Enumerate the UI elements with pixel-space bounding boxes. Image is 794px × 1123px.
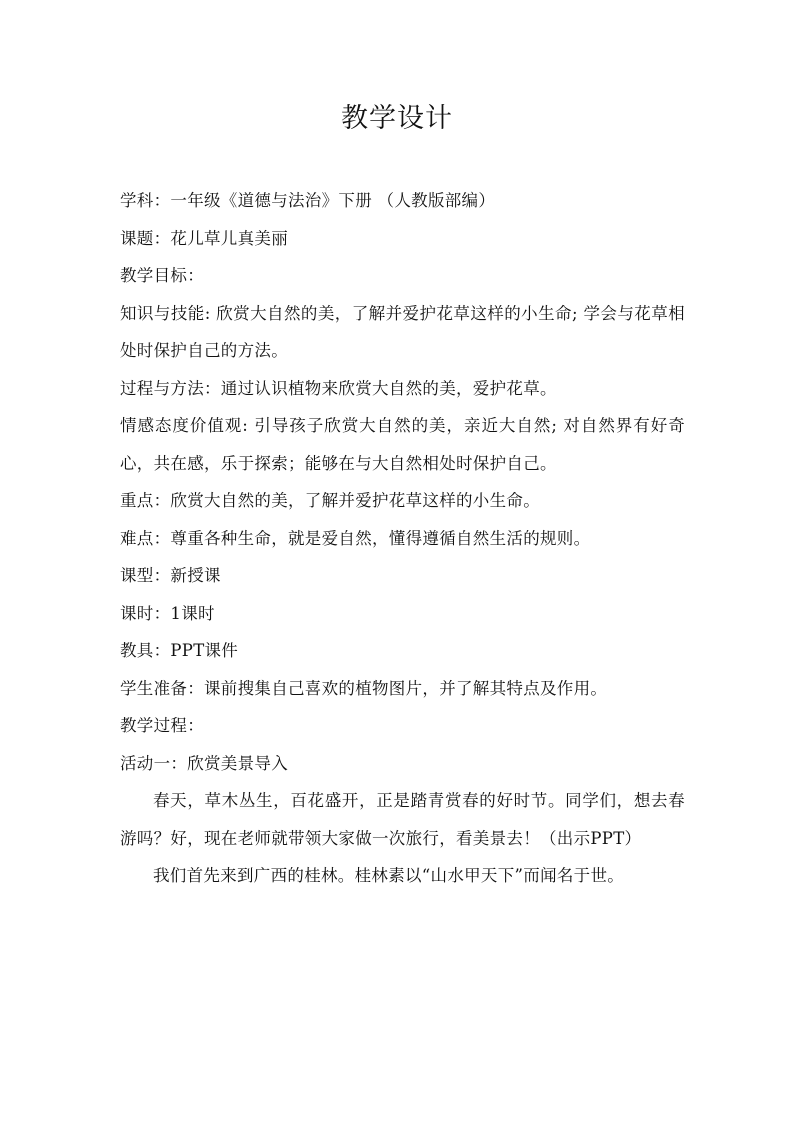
process-heading: 教学过程： <box>120 716 204 735</box>
subject-line: 学科：一年级《道德与法治》下册 （人教版部编） <box>120 191 496 210</box>
spring-paragraph: 春天，草木丛生，百花盛开，正是踏青赏春的好时节。同学们，想去春游吗？好，现在老师就带领大家做一次旅行，看美景去！（出示PPT） <box>120 791 685 848</box>
topic-line: 课题：花儿草儿真美丽 <box>120 228 288 248</box>
key-point-line: 重点：欣赏大自然的美，了解并爱护花草这样的小生命。 <box>120 491 540 510</box>
activity-one-heading: 活动一：欣赏美景导入 <box>120 753 288 773</box>
emotion-values-paragraph: 情感态度价值观: 引导孩子欣赏大自然的美，亲近大自然; 对自然界有好奇心，共在感，乐于探索；能够在与大自然相处时保护自己。 <box>120 416 685 473</box>
knowledge-skills-paragraph: 知识与技能: 欣赏大自然的美，了解并爱护花草这样的小生命; 学会与花草相处时保护自己的方法。 <box>120 303 685 360</box>
document-title: 教学设计 <box>341 103 453 134</box>
lesson-hours-line: 课时：1课时 <box>120 603 215 623</box>
difficulty-line: 难点：尊重各种生命，就是爱自然，懂得遵循自然生活的规则。 <box>120 528 591 548</box>
student-prep-line: 学生准备：课前搜集自己喜欢的植物图片，并了解其特点及作用。 <box>120 678 608 698</box>
process-method-line: 过程与方法：通过认识植物来欣赏大自然的美，爱护花草。 <box>120 378 557 398</box>
goals-heading: 教学目标： <box>120 266 204 285</box>
lesson-type-line: 课型：新授课 <box>120 566 221 585</box>
document-body <box>120 182 685 895</box>
teaching-aids-line: 教具：PPT课件 <box>120 641 239 660</box>
guilin-paragraph: 我们首先来到广西的桂林。桂林素以“山水甲天下”而闻名于世。 <box>153 866 625 885</box>
